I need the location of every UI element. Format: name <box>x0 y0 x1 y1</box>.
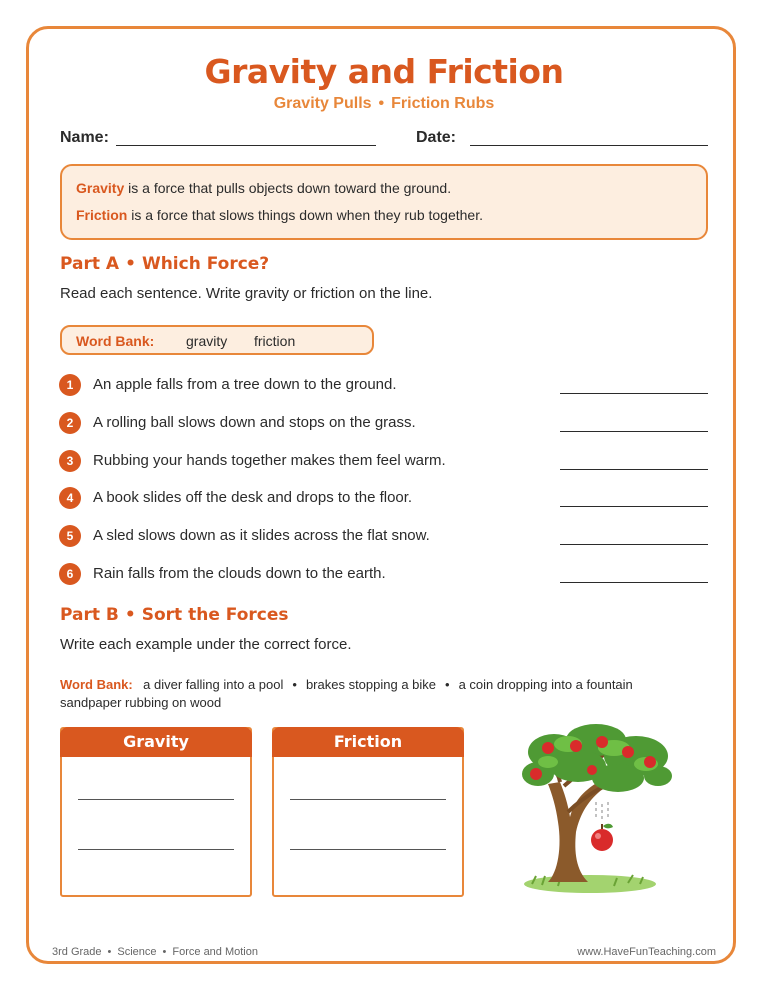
question-text: An apple falls from a tree down to the ground. <box>93 376 397 393</box>
answer-line[interactable] <box>560 393 708 394</box>
gravity-answer-line[interactable] <box>78 849 234 850</box>
answer-line[interactable] <box>560 469 708 470</box>
definition-gravity <box>76 180 451 196</box>
definition-text: is a force that pulls objects down toward the ground. <box>124 180 452 196</box>
footer-grade: 3rd Grade <box>52 946 102 958</box>
word-bank-item: sandpaper rubbing on wood <box>60 695 222 710</box>
word-bank-word-gravity: gravity <box>186 333 228 349</box>
answer-line[interactable] <box>560 582 708 583</box>
word-bank-separator: • <box>292 677 297 692</box>
question-number: 1 <box>59 374 81 396</box>
worksheet-title: Gravity and Friction <box>204 52 564 91</box>
question-text: Rubbing your hands together makes them feel warm. <box>93 452 446 469</box>
subtitle-separator: • <box>378 95 385 112</box>
footer-separator: • <box>107 946 112 958</box>
part-b-instructions: Write each example under the correct force. <box>60 636 352 653</box>
definition-friction <box>76 207 483 223</box>
part-a-separator: • <box>125 254 136 274</box>
question-number: 3 <box>59 450 81 472</box>
friction-answer-line[interactable] <box>290 849 446 850</box>
footer-subject: Science <box>117 946 157 958</box>
footer-website[interactable]: www.HaveFunTeaching.com <box>577 946 716 958</box>
footer-separator: • <box>162 946 167 958</box>
part-b-separator: • <box>124 605 136 625</box>
part-b-title: Sort the Forces <box>141 605 289 625</box>
word-bank-label: Word Bank: <box>76 333 155 349</box>
worksheet-subtitle <box>0 95 768 113</box>
question-text: A rolling ball slows down and stops on the grass. <box>93 414 416 431</box>
name-field-line[interactable] <box>116 145 376 146</box>
definition-term: Friction <box>76 207 128 223</box>
question-number: 5 <box>59 525 81 547</box>
part-a-label: Part A <box>60 254 120 274</box>
part-a-title: Which Force? <box>141 254 270 274</box>
subtitle-gravity: Gravity Pulls <box>273 95 372 112</box>
name-label: Name: <box>60 129 109 146</box>
question-text: Rain falls from the clouds down to the earth. <box>93 565 386 582</box>
word-bank-item: a diver falling into a pool <box>143 677 284 692</box>
question-number: 6 <box>59 563 81 585</box>
word-bank-word-friction: friction <box>254 333 296 349</box>
question-text: A book slides off the desk and drops to the floor. <box>93 489 413 506</box>
date-label: Date: <box>416 129 457 146</box>
word-bank-separator: • <box>445 677 450 692</box>
subtitle-friction: Friction Rubs <box>391 95 495 112</box>
word-bank-label: Word Bank: <box>60 677 133 692</box>
answer-line[interactable] <box>560 544 708 545</box>
date-field-line[interactable] <box>470 145 708 146</box>
footer-tags <box>52 946 258 958</box>
question-number: 2 <box>59 412 81 434</box>
question-number: 4 <box>59 487 81 509</box>
part-a-instructions: Read each sentence. Write gravity or friction on the line. <box>60 285 433 302</box>
friction-column-header: Friction <box>272 727 464 757</box>
footer-topic: Force and Motion <box>172 946 258 958</box>
definition-text: is a force that slows things down when they rub together. <box>127 207 483 223</box>
word-bank-b <box>60 676 700 712</box>
gravity-answer-line[interactable] <box>78 799 234 800</box>
question-text: A sled slows down as it slides across the flat snow. <box>93 527 430 544</box>
answer-line[interactable] <box>560 431 708 432</box>
part-b-heading <box>60 605 289 625</box>
definitions-box <box>60 164 708 240</box>
word-bank-item: a coin dropping into a fountain <box>458 677 633 692</box>
definition-term: Gravity <box>76 180 125 196</box>
gravity-column-header: Gravity <box>60 727 252 757</box>
part-b-label: Part B <box>60 605 119 625</box>
word-bank-a <box>60 325 374 355</box>
part-a-heading <box>60 254 269 274</box>
word-bank-item: brakes stopping a bike <box>305 677 437 692</box>
apple-tree-icon <box>518 722 678 898</box>
friction-answer-line[interactable] <box>290 799 446 800</box>
answer-line[interactable] <box>560 506 708 507</box>
